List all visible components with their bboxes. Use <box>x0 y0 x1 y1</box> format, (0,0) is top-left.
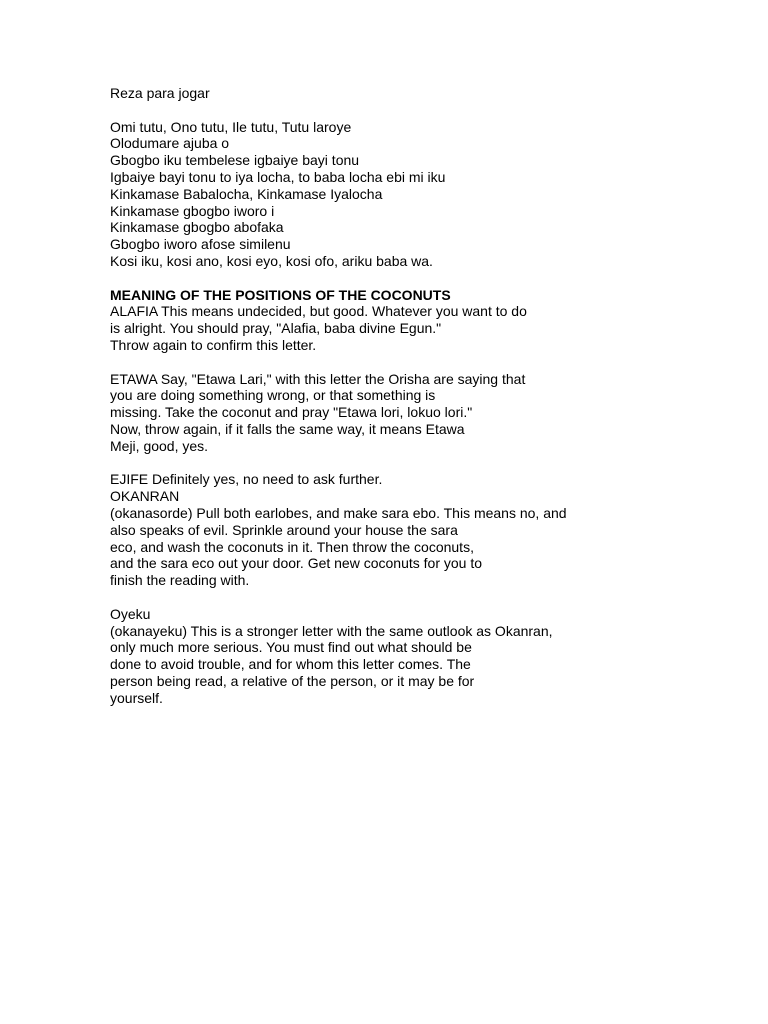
alafia-paragraph <box>110 303 670 353</box>
etawa-paragraph <box>110 371 670 455</box>
paragraph-line: Throw again to confirm this letter. <box>110 336 317 353</box>
spacer <box>110 589 670 606</box>
paragraph-line: ALAFIA This means undecided, but good. Whatever you want to do <box>110 303 527 320</box>
prayer-line: Omi tutu, Ono tutu, Ile tutu, Tutu laroye <box>110 118 352 135</box>
ejife-okanran-paragraph <box>110 471 670 589</box>
prayer-line: Kinkamase gbogbo abofaka <box>110 219 284 236</box>
paragraph-line: done to avoid trouble, and for whom this letter comes. The <box>110 656 471 673</box>
paragraph-line: is alright. You should pray, "Alafia, baba divine Egun." <box>110 320 442 337</box>
document-page <box>110 85 670 706</box>
paragraph-line: Now, throw again, if it falls the same way, it means Etawa <box>110 420 465 437</box>
paragraph-line: yourself. <box>110 689 163 706</box>
paragraph-line: only much more serious. You must find out what should be <box>110 639 472 656</box>
paragraph-line: Meji, good, yes. <box>110 437 209 454</box>
paragraph-line: finish the reading with. <box>110 572 250 589</box>
paragraph-line: (okanasorde) Pull both earlobes, and make sara ebo. This means no, and <box>110 504 567 521</box>
oyeku-paragraph <box>110 606 670 707</box>
paragraph-line: and the sara eco out your door. Get new coconuts for you to <box>110 555 483 572</box>
spacer <box>110 354 670 371</box>
paragraph-line: you are doing something wrong, or that something is <box>110 387 436 404</box>
paragraph-line: eco, and wash the coconuts in it. Then throw the coconuts, <box>110 538 474 555</box>
paragraph-line: person being read, a relative of the person, or it may be for <box>110 672 475 689</box>
paragraph-line: Oyeku <box>110 605 151 622</box>
spacer <box>110 102 670 119</box>
prayer-block <box>110 119 670 270</box>
paragraph-line: EJIFE Definitely yes, no need to ask further. <box>110 471 383 488</box>
prayer-line: Kinkamase Babalocha, Kinkamase Iyalocha <box>110 185 383 202</box>
prayer-line: Gbogbo iku tembelese igbaiye bayi tonu <box>110 152 360 169</box>
prayer-line: Igbaiye bayi tonu to iya locha, to baba locha ebi mi iku <box>110 168 446 185</box>
prayer-line: Gbogbo iworo afose similenu <box>110 236 291 253</box>
prayer-line: Kosi iku, kosi ano, kosi eyo, kosi ofo, ariku baba wa. <box>110 252 433 269</box>
paragraph-line: OKANRAN <box>110 488 180 505</box>
paragraph-line: ETAWA Say, "Etawa Lari," with this letter the Orisha are saying that <box>110 370 526 387</box>
paragraph-line: also speaks of evil. Sprinkle around your house the sara <box>110 521 458 538</box>
prayer-line: Kinkamase gbogbo iworo i <box>110 202 275 219</box>
spacer <box>110 455 670 472</box>
spacer <box>110 270 670 287</box>
paragraph-line: (okanayeku) This is a stronger letter with the same outlook as Okanran, <box>110 622 553 639</box>
prayer-line: Olodumare ajuba o <box>110 135 230 152</box>
paragraph-line: missing. Take the coconut and pray "Etawa lori, lokuo lori." <box>110 404 473 421</box>
document-title: Reza para jogar <box>110 85 210 101</box>
section-heading: MEANING OF THE POSITIONS OF THE COCONUTS <box>110 286 451 303</box>
